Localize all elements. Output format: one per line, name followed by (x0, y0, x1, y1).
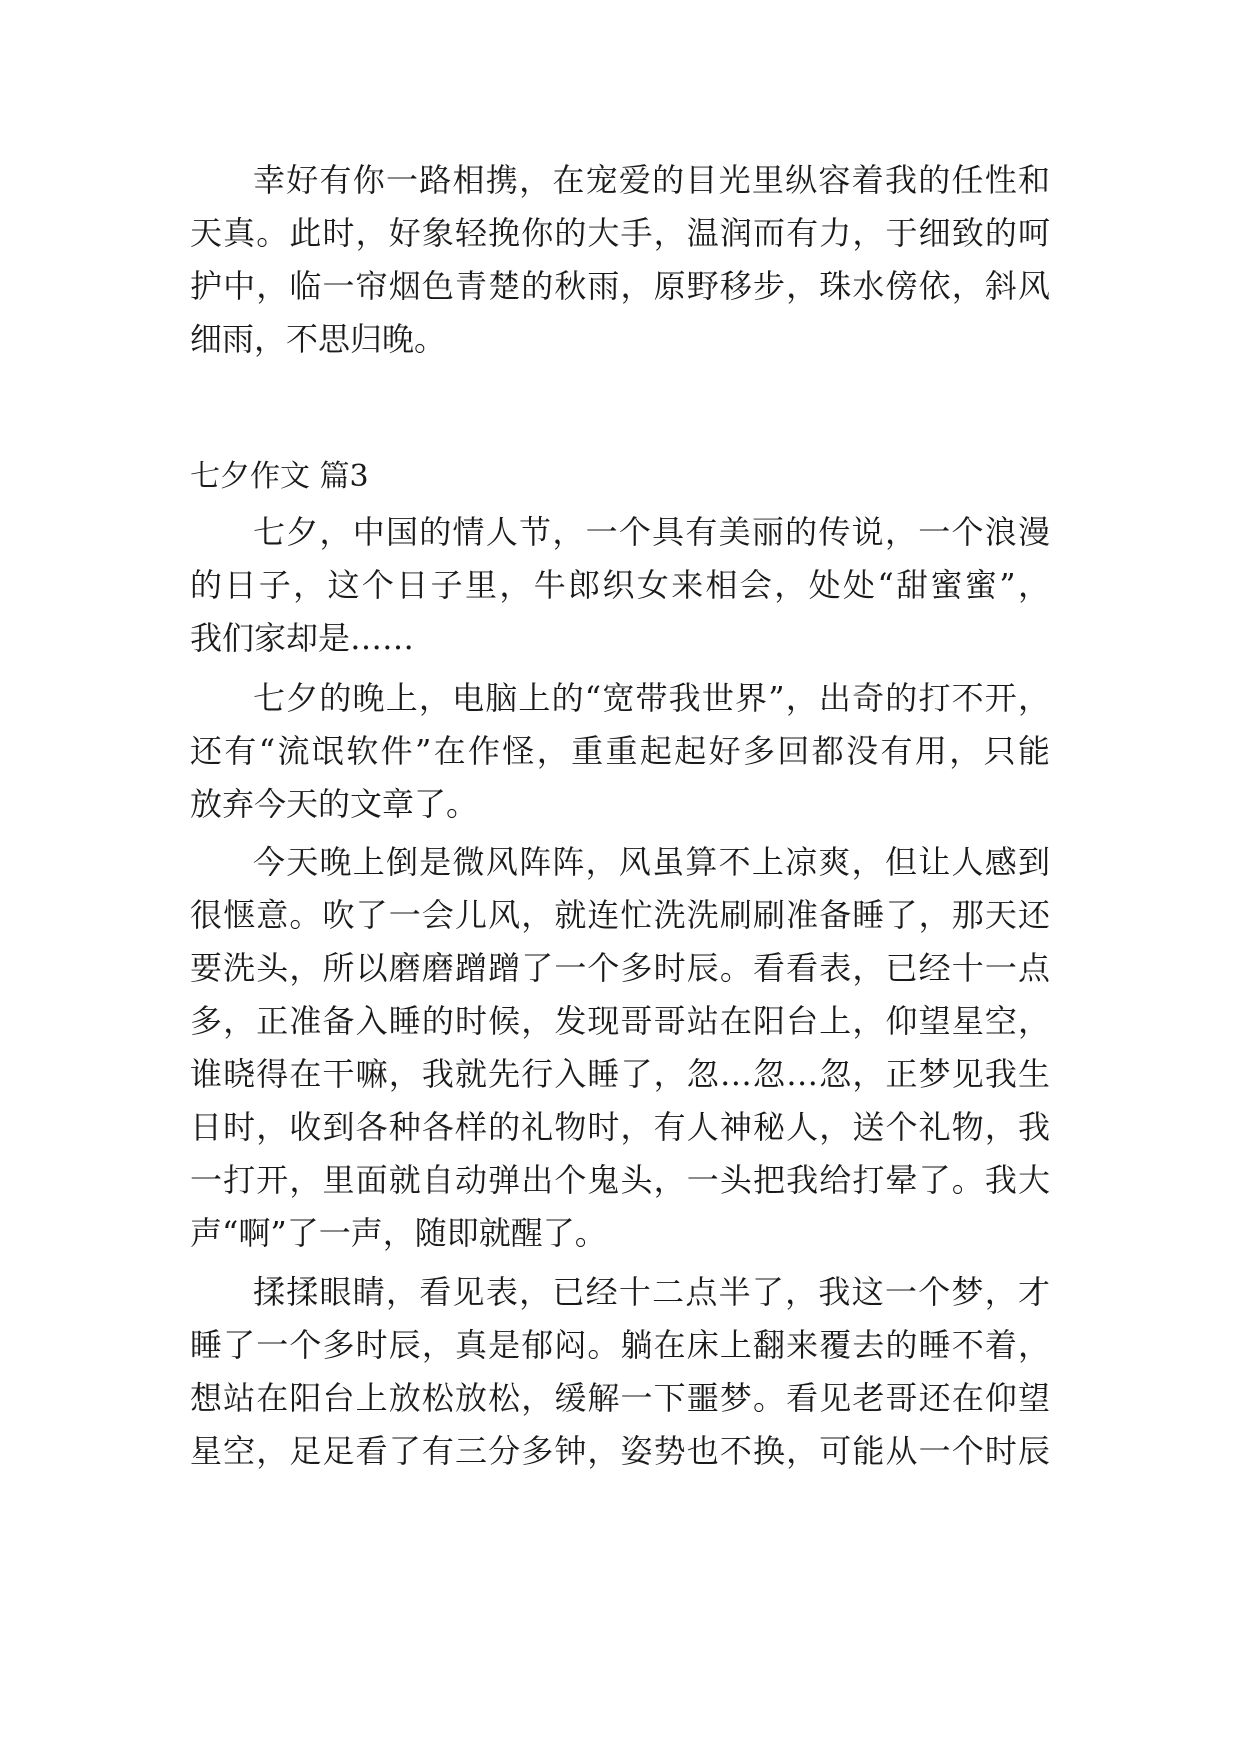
paragraph-3-line-1: 七夕的晚上，电脑上的“宽带我世界”，出奇的打不开， (253, 679, 1050, 717)
paragraph-4-line-5: 谁晓得在干嘛，我就先行入睡了，忽…忽…忽，正梦见我生 (190, 1055, 1050, 1093)
paragraph-4-line-4: 多，正准备入睡的时候，发现哥哥站在阳台上，仰望星空， (190, 1002, 1050, 1040)
paragraph-5-line-4: 星空，足足看了有三分多钟，姿势也不换，可能从一个时辰 (190, 1432, 1050, 1470)
paragraph-4-line-7: 一打开，里面就自动弹出个鬼头，一头把我给打晕了。我大 (190, 1161, 1050, 1199)
paragraph-3-line-2: 还有“流氓软件”在作怪，重重起起好多回都没有用，只能 (190, 732, 1050, 770)
paragraph-2-line-3: 我们家却是…… (190, 619, 415, 657)
paragraph-4-line-6: 日时，收到各种各样的礼物时，有人神秘人，送个礼物，我 (190, 1108, 1050, 1146)
paragraph-1-line-1: 幸好有你一路相携，在宠爱的目光里纵容着我的任性和 (253, 161, 1050, 199)
paragraph-2-line-2: 的日子，这个日子里，牛郎织女来相会，处处“甜蜜蜜”， (190, 566, 1050, 604)
paragraph-4-line-3: 要洗头，所以磨磨蹭蹭了一个多时辰。看看表，已经十一点 (190, 949, 1050, 987)
paragraph-5-line-1: 揉揉眼睛，看见表，已经十二点半了，我这一个梦，才 (253, 1273, 1050, 1311)
section-heading: 七夕作文 篇3 (190, 459, 369, 494)
paragraph-4-line-2: 很惬意。吹了一会儿风，就连忙洗洗刷刷准备睡了，那天还 (190, 896, 1050, 934)
paragraph-5-line-2: 睡了一个多时辰，真是郁闷。躺在床上翻来覆去的睡不着， (190, 1326, 1050, 1364)
paragraph-1-line-3: 护中，临一帘烟色青楚的秋雨，原野移步，珠水傍依，斜风 (190, 267, 1050, 305)
paragraph-3-line-3: 放弃今天的文章了。 (190, 785, 479, 823)
paragraph-4-line-1: 今天晚上倒是微风阵阵，风虽算不上凉爽，但让人感到 (253, 843, 1050, 881)
paragraph-1-line-4: 细雨，不思归晚。 (190, 320, 447, 358)
paragraph-5-line-3: 想站在阳台上放松放松，缓解一下噩梦。看见老哥还在仰望 (190, 1379, 1050, 1417)
paragraph-1-line-2: 天真。此时，好象轻挽你的大手，温润而有力，于细致的呵 (190, 214, 1050, 252)
paragraph-4-line-8: 声“啊”了一声，随即就醒了。 (190, 1214, 607, 1252)
paragraph-2-line-1: 七夕，中国的情人节，一个具有美丽的传说，一个浪漫 (253, 513, 1050, 551)
